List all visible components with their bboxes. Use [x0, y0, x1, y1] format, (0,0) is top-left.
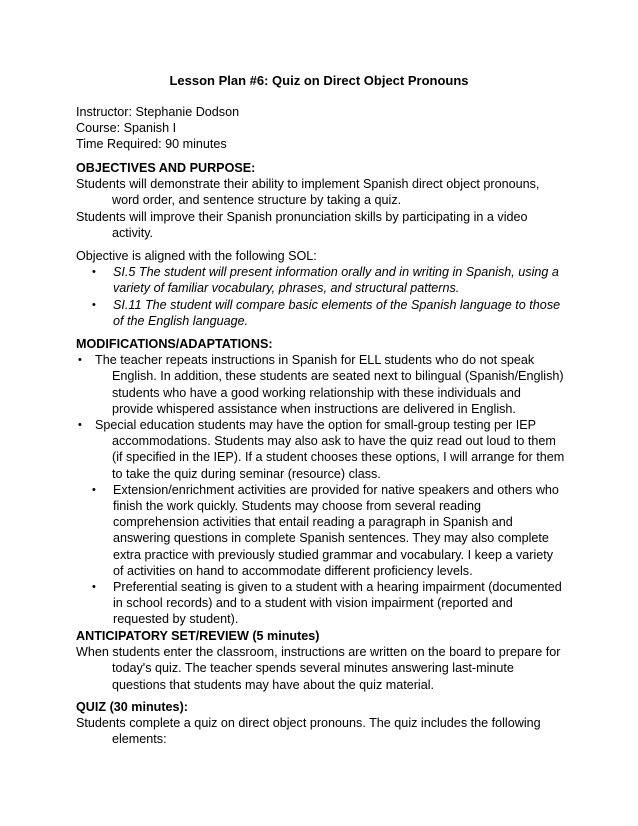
- modification-3-line: finish the work quickly. Students may choose from several reading: [113, 499, 481, 514]
- modification-3-line: answering questions in complete Spanish sentences. They may also complete: [113, 531, 549, 546]
- anticipatory-line: When students enter the classroom, instructions are written on the board to prepare for: [76, 645, 561, 660]
- list-item: [76, 482, 576, 579]
- bullet-icon: •: [92, 298, 96, 311]
- list-item: [76, 352, 576, 417]
- anticipatory-line: questions that students may have about the quiz material.: [112, 677, 435, 692]
- page-title: Lesson Plan #6: Quiz on Direct Object Pronouns: [169, 73, 469, 88]
- modifications-heading: MODIFICATIONS/ADAPTATIONS:: [76, 337, 273, 351]
- course-line: Course: Spanish I: [76, 121, 177, 136]
- sol-2-line: SI.11 The student will compare basic elements of the Spanish language to those: [113, 297, 561, 312]
- modification-3-line: comprehension activities that entail reading a paragraph in Spanish and: [113, 515, 513, 530]
- objectives-section: [76, 160, 576, 241]
- list-item: [76, 579, 576, 628]
- bullet-icon: •: [78, 419, 82, 432]
- lesson-info: [76, 104, 576, 153]
- quiz-heading: QUIZ (30 minutes):: [76, 700, 188, 714]
- sol-2-line: of the English language.: [113, 313, 249, 328]
- modification-3-line: extra practice with previously studied grammar and vocabulary. I keep a variety: [113, 547, 554, 562]
- bullet-icon: •: [78, 354, 82, 367]
- objectives-heading: OBJECTIVES AND PURPOSE:: [76, 161, 256, 175]
- modification-1-line: The teacher repeats instructions in Spanish for ELL students who do not speak: [95, 353, 535, 368]
- modification-3-line: Extension/enrichment activities are provided for native speakers and others who: [113, 482, 559, 497]
- list-item: [76, 297, 576, 329]
- list-item: [76, 417, 576, 482]
- modification-1-line: students who have a good working relationship with these individuals and: [112, 385, 521, 400]
- sol-1-line: SI.5 The student will present information orally and in writing in Spanish, using a: [113, 265, 559, 280]
- quiz-section: [76, 699, 576, 748]
- instructor-line: Instructor: Stephanie Dodson: [76, 105, 240, 119]
- list-item: [76, 264, 576, 296]
- modification-2-line: to take the quiz during seminar (resource) class.: [112, 466, 381, 481]
- modification-3-line: of activities on hand to accommodate different proficiency levels.: [113, 563, 473, 578]
- objective-2-line: activity.: [112, 225, 154, 240]
- anticipatory-heading: ANTICIPATORY SET/REVIEW (5 minutes): [76, 629, 320, 643]
- modification-2-line: (if specified in the IEP). If a student chooses these options, I will arrange for them: [112, 450, 565, 465]
- modification-2-line: accommodations. Students may also ask to have the quiz read out loud to them: [112, 434, 556, 449]
- objective-2-line: Students will improve their Spanish pronunciation skills by participating in a video: [76, 209, 528, 224]
- bullet-icon: •: [92, 483, 96, 496]
- modification-4-line: in school records) and to a student with vision impairment (reported and: [113, 596, 513, 611]
- modification-4-line: Preferential seating is given to a student with a hearing impairment (documented: [113, 580, 562, 595]
- quiz-line: Students complete a quiz on direct object pronouns. The quiz includes the following: [76, 716, 541, 731]
- bullet-icon: •: [92, 266, 96, 279]
- objective-1-line: word order, and sentence structure by taking a quiz.: [112, 193, 402, 208]
- sol-intro: Objective is aligned with the following SOL:: [76, 249, 317, 263]
- bullet-icon: •: [92, 581, 96, 594]
- anticipatory-section: [76, 628, 576, 693]
- sol-section: [76, 248, 576, 329]
- anticipatory-line: today's quiz. The teacher spends several minutes answering last-minute: [112, 661, 514, 676]
- quiz-line: elements:: [112, 732, 167, 747]
- modification-2-line: Special education students may have the option for small-group testing per IEP: [95, 418, 537, 433]
- objective-1-line: Students will demonstrate their ability to implement Spanish direct object pronouns,: [76, 177, 540, 192]
- modification-1-line: provide whispered assistance when instructions are delivered in English.: [112, 401, 516, 416]
- modifications-section: [76, 336, 576, 628]
- time-line: Time Required: 90 minutes: [76, 137, 227, 152]
- modification-4-line: requested by student).: [113, 612, 239, 627]
- sol-1-line: variety of familiar vocabulary, phrases, and structural patterns.: [113, 281, 460, 296]
- modification-1-line: English. In addition, these students are seated next to bilingual (Spanish/English): [112, 369, 564, 384]
